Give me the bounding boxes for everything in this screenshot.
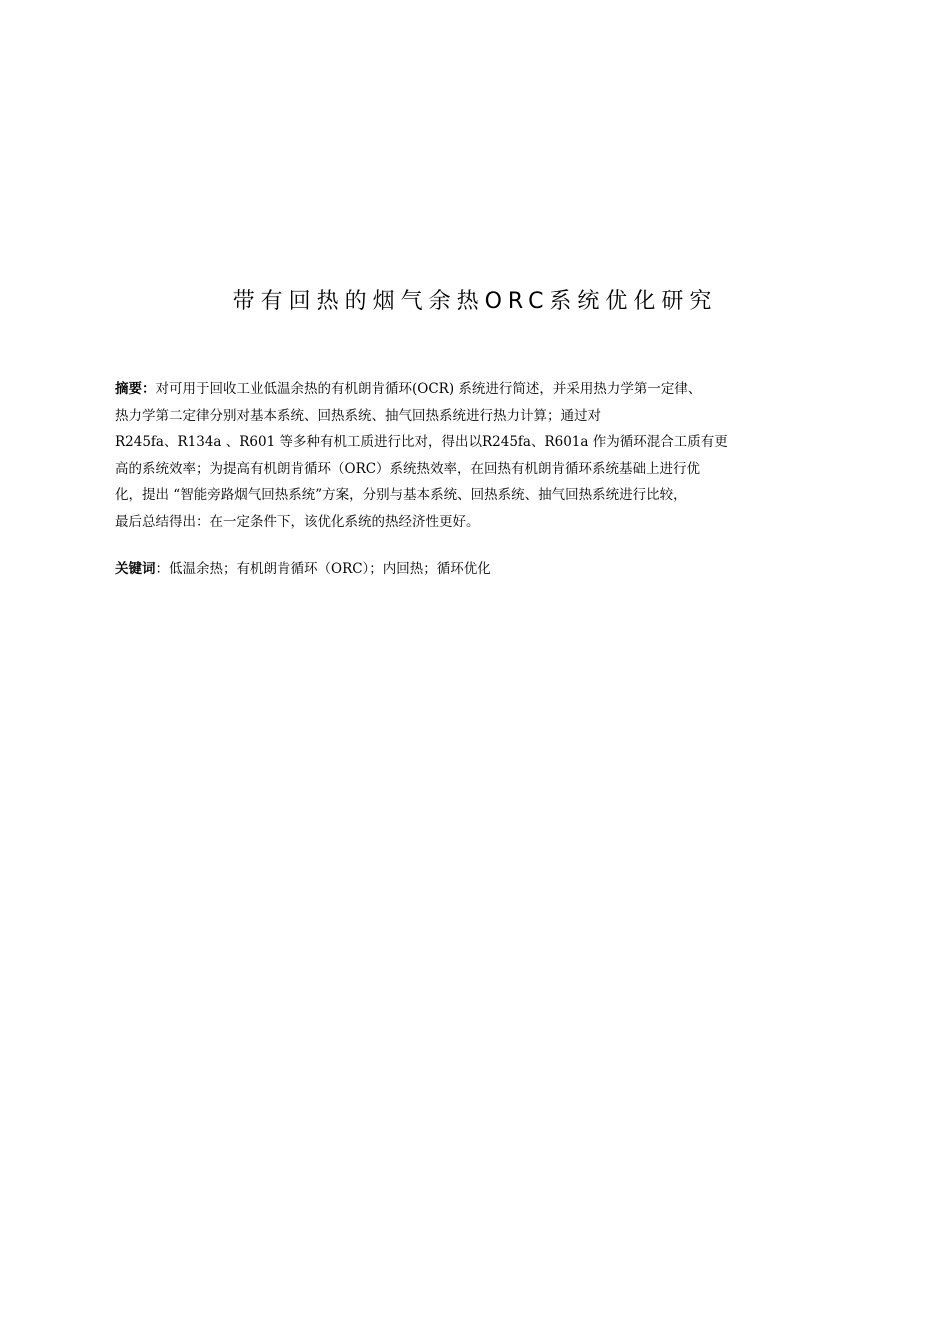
- abstract-line-6: 最后总结得出：在一定条件下，该优化系统的热经济性更好。: [115, 513, 480, 530]
- abstract-line-1: [115, 376, 875, 403]
- abstract-line-5: 化，提出 “智能旁路烟气回热系统”方案，分别与基本系统、回热系统、抽气回热系统进行比较，: [115, 487, 687, 503]
- abstract-section: [115, 376, 875, 535]
- abstract-line-2: 热力学第二定律分别对基本系统、回热系统、抽气回热系统进行热力计算；通过对: [115, 407, 601, 424]
- document-title: 带有回热的烟气余热ORC系统优化研究: [232, 289, 718, 314]
- abstract-line-4: 高的系统效率；为提高有机朗肯循环（ORC）系统热效率，在回热有机朗肯循环系统基础上进行优: [115, 460, 701, 477]
- keywords-label: 关键词: [115, 561, 156, 577]
- keywords-section: [115, 556, 875, 582]
- keywords-text: 低温余热；有机朗肯循环（ORC）；内回热；循环优化: [169, 561, 491, 577]
- abstract-text-line: 对可用于回收工业低温余热的有机朗肯循环(OCR) 系统进行简述，并采用热力学第一定律、: [155, 381, 702, 397]
- keywords-colon: ：: [155, 561, 169, 577]
- abstract-line-3: R245fa、R134a 、R601 等多种有机工质进行比对，得出以R245fa、R601a 作为循环混合工质有更: [115, 434, 728, 450]
- abstract-label: 摘要：: [115, 381, 156, 397]
